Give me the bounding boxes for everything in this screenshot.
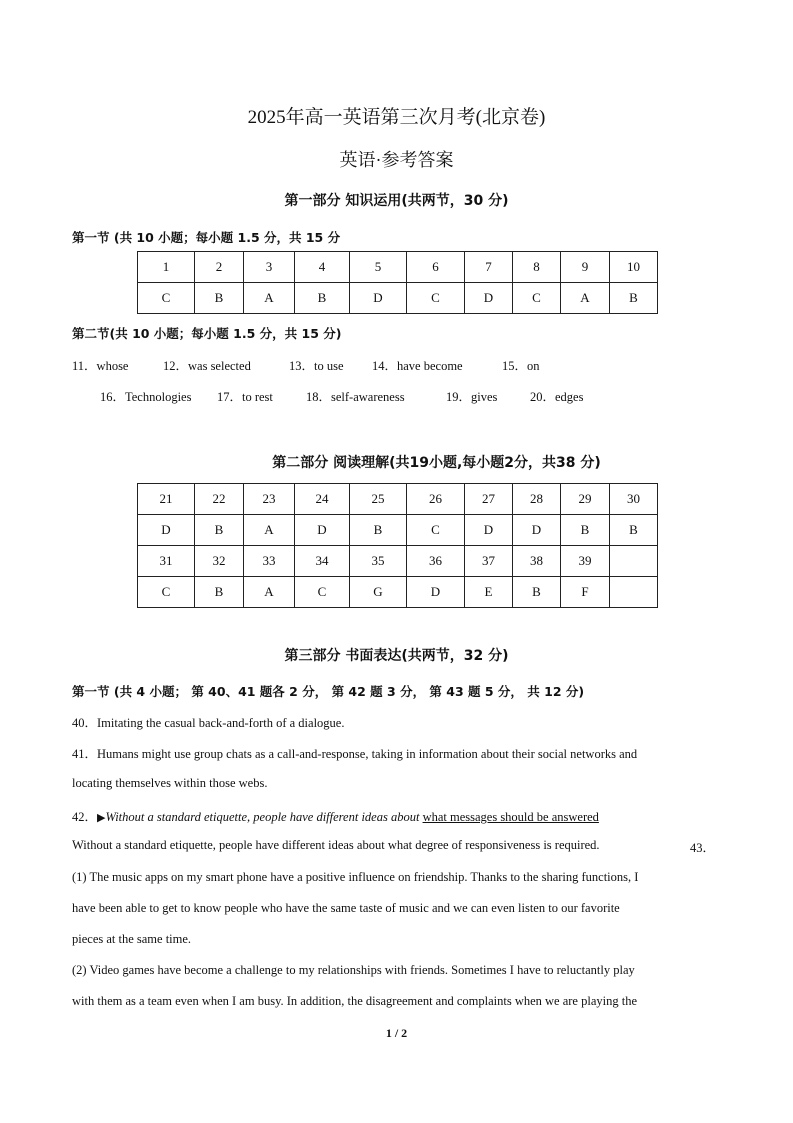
part1-heading: 第一部分 知识运用(共两节，30 分) xyxy=(284,193,509,209)
table-cell: A xyxy=(244,515,295,546)
page-number: 1 / 2 xyxy=(385,1026,408,1040)
table-cell: 34 xyxy=(295,546,350,577)
table-cell: D xyxy=(138,515,195,546)
table-cell: E xyxy=(465,577,513,608)
table-cell: 29 xyxy=(561,484,610,515)
table-cell: 2 xyxy=(195,252,244,283)
table-cell: 26 xyxy=(407,484,465,515)
table-cell: 27 xyxy=(465,484,513,515)
answer-42-line2: Without a standard etiquette, people have different ideas about what degree of responsiveness is required. xyxy=(72,838,600,852)
table-cell: 30 xyxy=(610,484,658,515)
table-cell: B xyxy=(295,283,350,314)
table-cell: 1 xyxy=(138,252,195,283)
table-cell: A xyxy=(561,283,610,314)
table-cell: 4 xyxy=(295,252,350,283)
table-cell xyxy=(610,546,658,577)
table-cell: C xyxy=(513,283,561,314)
table-row xyxy=(138,283,658,314)
table-cell: 31 xyxy=(138,546,195,577)
table-cell: B xyxy=(195,283,244,314)
table-cell: F xyxy=(561,577,610,608)
table-cell: 9 xyxy=(561,252,610,283)
table-cell: D xyxy=(407,577,465,608)
table-cell: B xyxy=(561,515,610,546)
answer-42-underlined: what messages should be answered xyxy=(422,810,599,824)
table-cell: D xyxy=(513,515,561,546)
table-cell: D xyxy=(465,283,513,314)
table-cell: 39 xyxy=(561,546,610,577)
answer-41-line2: locating themselves within those webs. xyxy=(72,776,268,790)
table-cell xyxy=(610,577,658,608)
table-cell: B xyxy=(513,577,561,608)
table-cell: 6 xyxy=(407,252,465,283)
list-item: 19．gives xyxy=(446,390,498,404)
table-cell: B xyxy=(195,577,244,608)
triangle-right-icon: ▶ xyxy=(97,812,106,824)
answer-42 xyxy=(72,807,599,825)
table-row xyxy=(138,577,658,608)
document-subtitle: 英语·参考答案 xyxy=(339,150,454,170)
part2-answer-table xyxy=(137,483,658,608)
table-cell: C xyxy=(407,283,465,314)
answer-41-line1: 41．Humans might use group chats as a call-and-response, taking in information about their social networks and xyxy=(72,747,638,761)
table-cell: D xyxy=(350,283,407,314)
part1-answer-table xyxy=(137,251,658,314)
table-cell: A xyxy=(244,577,295,608)
table-cell: D xyxy=(295,515,350,546)
list-item: 14．have become xyxy=(372,359,463,373)
list-item: 20．edges xyxy=(530,390,584,404)
list-item: 17．to rest xyxy=(217,390,273,404)
part3-heading: 第三部分 书面表达(共两节，32 分) xyxy=(284,648,509,664)
table-cell: C xyxy=(138,283,195,314)
table-cell: 32 xyxy=(195,546,244,577)
table-row xyxy=(138,515,658,546)
table-cell: 37 xyxy=(465,546,513,577)
part3-section1-heading: 第一节 (共 4 小题； 第 40、41 题各 2 分， 第 42 题 3 分， 第 43 题 5 分， 共 12 分) xyxy=(72,684,585,699)
table-cell: G xyxy=(350,577,407,608)
answer-43-p2-line1: (2) Video games have become a challenge to my relationships with friends. Sometimes I have to reluctantly play xyxy=(72,963,635,977)
table-cell: 10 xyxy=(610,252,658,283)
list-item: 16．Technologies xyxy=(100,390,192,404)
table-cell: B xyxy=(350,515,407,546)
table-cell: 7 xyxy=(465,252,513,283)
table-cell: 8 xyxy=(513,252,561,283)
table-cell: B xyxy=(610,515,658,546)
table-cell: 23 xyxy=(244,484,295,515)
table-cell: B xyxy=(610,283,658,314)
table-cell: 22 xyxy=(195,484,244,515)
table-cell: C xyxy=(407,515,465,546)
table-cell: 25 xyxy=(350,484,407,515)
table-row xyxy=(138,252,658,283)
part1-section2-heading: 第二节(共 10 小题；每小题 1.5 分，共 15 分) xyxy=(72,326,342,341)
table-row xyxy=(138,546,658,577)
table-cell: 36 xyxy=(407,546,465,577)
list-item: 15．on xyxy=(502,359,540,373)
answer-43-p1-line3: pieces at the same time. xyxy=(72,932,192,946)
table-cell: 5 xyxy=(350,252,407,283)
list-item: 12．was selected xyxy=(163,359,251,373)
table-cell: 3 xyxy=(244,252,295,283)
table-cell: 28 xyxy=(513,484,561,515)
document-title: 2025年高一英语第三次月考(北京卷) xyxy=(247,107,546,128)
table-cell: 21 xyxy=(138,484,195,515)
list-item: 13．to use xyxy=(289,359,344,373)
answer-42-italic: Without a standard etiquette, people have different ideas about xyxy=(105,810,420,824)
answer-43-p2-line2: with them as a team even when I am busy. In addition, the disagreement and complaints when we are playing the xyxy=(72,994,637,1008)
table-cell: C xyxy=(295,577,350,608)
answer-40: 40．Imitating the casual back-and-forth of a dialogue. xyxy=(72,716,345,730)
answer-43-number: 43． xyxy=(690,841,716,855)
list-item: 11．whose xyxy=(72,359,129,373)
table-cell: C xyxy=(138,577,195,608)
table-cell: 35 xyxy=(350,546,407,577)
table-cell: D xyxy=(465,515,513,546)
table-cell: 38 xyxy=(513,546,561,577)
table-cell: B xyxy=(195,515,244,546)
part1-section1-heading: 第一节 (共 10 小题；每小题 1.5 分，共 15 分 xyxy=(72,230,341,245)
answer-42-number: 42． xyxy=(72,810,98,824)
list-item: 18．self-awareness xyxy=(306,390,405,404)
part2-heading: 第二部分 阅读理解(共19小题,每小题2分，共38 分) xyxy=(272,455,601,471)
table-cell: A xyxy=(244,283,295,314)
table-cell: 33 xyxy=(244,546,295,577)
answer-43-p1-line2: have been able to get to know people who have the same taste of music and we can even listen to our favorite xyxy=(72,901,620,915)
answer-43-p1-line1: (1) The music apps on my smart phone have a positive influence on friendship. Thanks to the sharing functions, I xyxy=(72,870,639,884)
table-row xyxy=(138,484,658,515)
table-cell: 24 xyxy=(295,484,350,515)
